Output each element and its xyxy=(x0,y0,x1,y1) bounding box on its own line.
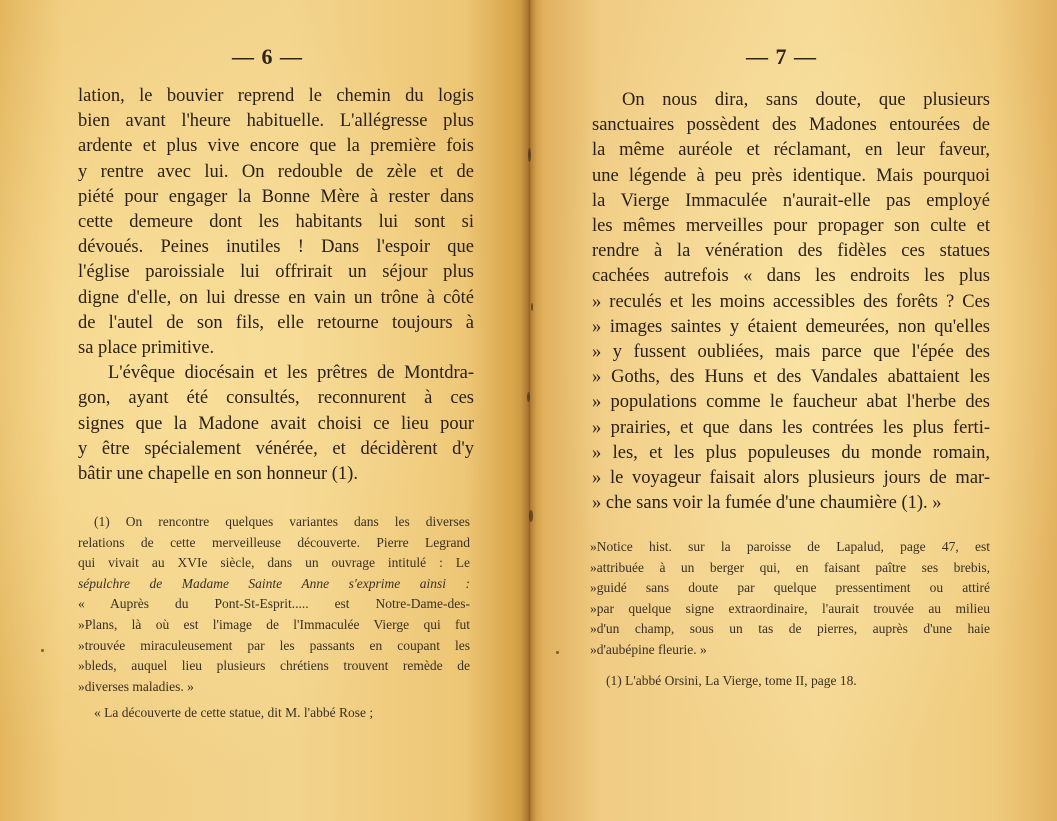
footnote-line: (1) L'abbé Orsini, La Vierge, tome II, page 18. xyxy=(606,672,857,688)
page-number-left: — 6 — xyxy=(232,44,303,69)
footnote-line: »bleds, auquel lieu plusieurs chrétiens trouvent remède de xyxy=(78,658,470,674)
text-line: de l'autel de son fils, elle retourne toujours à xyxy=(78,312,474,333)
footnote-line: »d'un champ, sous un tas de pierres, auprès d'une haie xyxy=(590,621,990,637)
footnote-line: »diverses maladies. » xyxy=(78,678,194,694)
right-page xyxy=(528,0,1057,821)
text-line: y être spécialement vénérée, et décidèrent d'y xyxy=(78,438,474,459)
text-line: » images saintes y étaient demeurées, non qu'elles xyxy=(592,316,990,337)
text-line: » prairies, et que dans les contrées les plus ferti- xyxy=(592,417,990,438)
footnote-line: sépulchre de Madame Sainte Anne s'exprime ainsi : xyxy=(78,575,470,591)
text-line: y rentre avec lui. On redouble de zèle et de xyxy=(78,161,474,182)
page-number-right: — 7 — xyxy=(746,44,817,69)
footnote-line: relations de cette merveilleuse découverte. Pierre Legrand xyxy=(78,534,470,550)
text-line: L'évêque diocésain et les prêtres de Montdra- xyxy=(108,363,474,384)
footnote-line: « Auprès du Pont-St-Esprit..... est Notre-Dame-des- xyxy=(78,596,470,612)
text-line: ardente et plus vive encore que la première fois xyxy=(78,136,474,157)
right-page-body xyxy=(592,88,990,516)
text-line: les mêmes merveilles pour propager son culte et xyxy=(592,216,990,237)
book-gutter xyxy=(521,0,537,821)
left-page-body xyxy=(78,84,474,487)
footnote-line: (1) On rencontre quelques variantes dans les diverses xyxy=(94,514,470,529)
text-line: la même auréole et réclamant, en leur faveur, xyxy=(592,140,990,161)
text-line: cachées autrefois « dans les endroits les plus xyxy=(592,266,990,287)
footnote-line: qui vivait au XVIe siècle, dans un ouvrage intitulé : Le xyxy=(78,555,470,571)
text-line: une légende à peu près identique. Mais pourquoi xyxy=(592,165,990,186)
footnote-line: »par quelque signe extraordinaire, l'aurait trouvée au milieu xyxy=(590,600,990,616)
text-line: » populations comme le faucheur abat l'herbe des xyxy=(592,392,990,413)
right-page-footnotes xyxy=(590,537,990,691)
text-line: rendre à la vénération des fidèles ces statues xyxy=(592,241,990,262)
text-line: sanctuaires possèdent des Madones entourées de xyxy=(592,115,990,136)
text-line: digne d'elle, on lui dresse en vain un trône à côté xyxy=(78,287,474,308)
footnote-line: »attribuée à un berger qui, en faisant paître ses brebis, xyxy=(590,559,990,575)
text-line: piété pour engager la Bonne Mère à rester dans xyxy=(78,186,474,207)
left-page xyxy=(0,0,528,821)
text-line: » reculés et les moins accessibles des forêts ? Ces xyxy=(592,291,990,312)
text-line: bâtir une chapelle en son honneur (1). xyxy=(78,464,358,485)
text-line: dévoués. Peines inutiles ! Dans l'espoir que xyxy=(78,237,474,258)
footnote-line: »Plans, là où est l'image de l'Immaculée Vierge qui fut xyxy=(78,616,470,632)
text-line: lation, le bouvier reprend le chemin du logis xyxy=(78,86,474,106)
footnote-line: »Notice hist. sur la paroisse de Lapalud, page 47, est xyxy=(590,539,990,554)
text-line: gon, ayant été consultés, reconnurent à ces xyxy=(78,388,474,409)
text-line: » che sans voir la fumée d'une chaumière (1). » xyxy=(592,493,942,514)
text-line: » Goths, des Huns et des Vandales abattaient les xyxy=(592,367,990,388)
footnote-line: « La découverte de cette statue, dit M. l'abbé Rose ; xyxy=(94,705,374,721)
text-line: » le voyageur faisait alors plusieurs jours de mar- xyxy=(592,468,990,489)
footnote-line: »guidé sans doute par quelque pressentiment ou attiré xyxy=(590,580,990,596)
footnote-line: »trouvée miraculeusement par les passants en coupant les xyxy=(78,637,470,653)
left-page-footnotes xyxy=(78,512,470,724)
text-line: sa place primitive. xyxy=(78,338,215,359)
text-line: On nous dira, sans doute, que plusieurs xyxy=(622,90,990,110)
text-line: l'église paroissiale lui offrirait un séjour plus xyxy=(78,262,474,283)
text-line: » les, et les plus populeuses du monde romain, xyxy=(592,442,990,463)
text-line: bien avant l'heure habituelle. L'allégresse plus xyxy=(78,111,474,132)
text-line: la Vierge Immaculée n'aurait-elle pas employé xyxy=(592,190,990,211)
text-line: signes que la Madone avait choisi ce lieu pour xyxy=(78,413,474,434)
footnote-line: »d'aubépine fleurie. » xyxy=(590,641,707,657)
text-line: » y fussent oubliées, mais parce que l'épée des xyxy=(592,342,990,363)
text-line: cette demeure dont les habitants lui sont si xyxy=(78,212,474,233)
